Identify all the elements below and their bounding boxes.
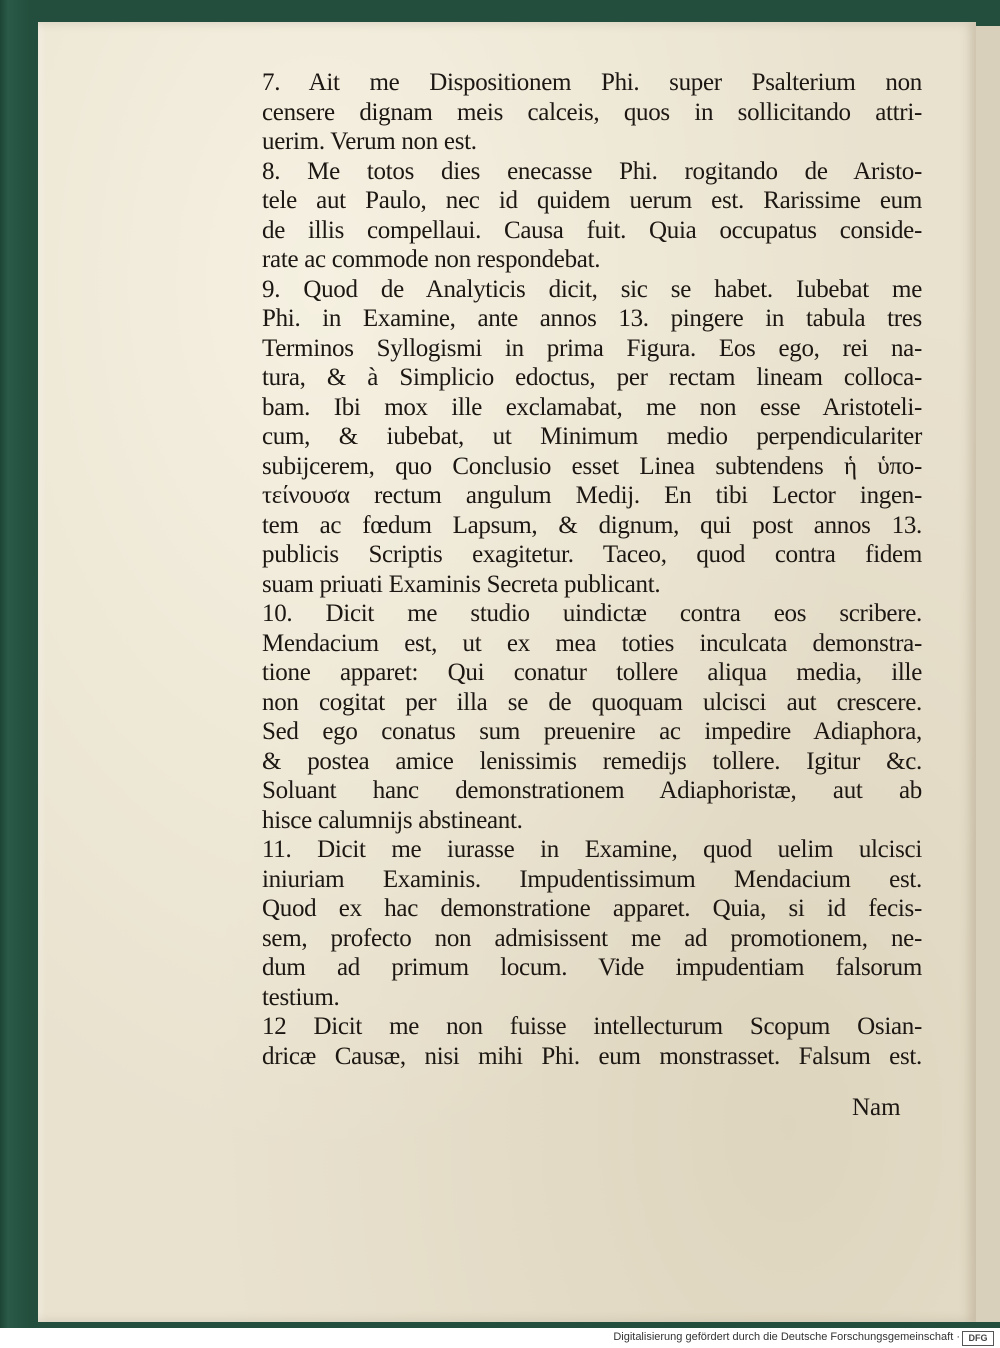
text-line: bam. Ibi mox ille exclamabat, me non esse Aristoteli- (262, 393, 922, 421)
text-line: tem ac fœdum Lapsum, & dignum, qui post annos 13. (262, 511, 922, 539)
text-line: Soluant hanc demonstrationem Adiaphoristæ, aut ab (262, 777, 922, 804)
text-line: dum ad primum locum. Vide impudentiam falsorum (262, 954, 922, 981)
funding-notice: Digitalisierung gefördert durch die Deutsche Forschungsgemeinschaft · (613, 1331, 960, 1343)
text-line: publicis Scriptis exagitetur. Taceo, quod contra fidem (262, 541, 922, 568)
catchword: Nam (852, 1094, 901, 1121)
text-line: suam priuati Examinis Secreta publicant. (262, 570, 661, 598)
text-line: hisce calumnijs abstineant. (262, 806, 523, 834)
text-line: Phi. in Examine, ante annos 13. pingere in tabula tres (262, 305, 922, 332)
text-line: 9. Quod de Analyticis dicit, sic se habet. Iubebat me (262, 275, 922, 303)
text-line: iniuriam Examinis. Impudentissimum Mendacium est. (262, 865, 922, 893)
text-line: cum, & iubebat, ut Minimum medio perpendiculariter (262, 423, 922, 450)
text-line: & postea amice lenissimis remedijs tollere. Igitur &c. (262, 747, 922, 775)
text-line: rate ac commode non respondebat. (262, 246, 601, 273)
text-line: Quod ex hac demonstratione apparet. Quia, si id fecis- (262, 895, 922, 922)
text-line: dricæ Causæ, nisi mihi Phi. eum monstrasset. Falsum est. (262, 1042, 922, 1070)
text-line: 8. Me totos dies enecasse Phi. rogitando de Aristo- (262, 157, 922, 185)
text-line: Terminos Syllogismi in prima Figura. Eos ego, rei na- (262, 334, 922, 362)
text-line: censere dignam meis calceis, quos in sollicitando attri- (262, 98, 922, 126)
text-line: Mendacium est, ut ex mea toties inculcata demonstra- (262, 629, 922, 657)
page-text (262, 68, 922, 1071)
text-line: 10. Dicit me studio uindictæ contra eos scribere. (262, 600, 922, 627)
text-line: Sed ego conatus sum preuenire ac impedire Adiaphora, (262, 718, 922, 745)
text-line: testium. (262, 983, 340, 1011)
text-line: τείνουσα rectum angulum Medij. En tibi Lector ingen- (262, 482, 922, 509)
text-line: non cogitat per illa se de quoquam ulcisci aut crescere. (262, 688, 922, 716)
text-line: tele aut Paulo, nec id quidem uerum est. Rarissime eum (262, 187, 922, 214)
text-line: de illis compellaui. Causa fuit. Quia occupatus conside- (262, 216, 922, 244)
text-line: 11. Dicit me iurasse in Examine, quod uelim ulcisci (262, 836, 922, 863)
text-line: tura, & à Simplicio edoctus, per rectam lineam colloca- (262, 364, 922, 391)
text-line: 7. Ait me Dispositionem Phi. super Psalterium non (262, 69, 922, 96)
footer-bar (0, 1328, 1000, 1348)
text-line: tione apparet: Qui conatur tollere aliqua media, ille (262, 659, 922, 686)
text-line: subijcerem, quo Conclusio esset Linea subtendens ἡ ὑπο- (262, 452, 922, 480)
text-line: sem, profecto non admisissent me ad promotionem, ne- (262, 924, 922, 952)
text-line: 12 Dicit me non fuisse intellecturum Scopum Osian- (262, 1013, 922, 1040)
text-line: uerim. Verum non est. (262, 128, 477, 155)
dfg-logo: DFG (962, 1331, 994, 1346)
